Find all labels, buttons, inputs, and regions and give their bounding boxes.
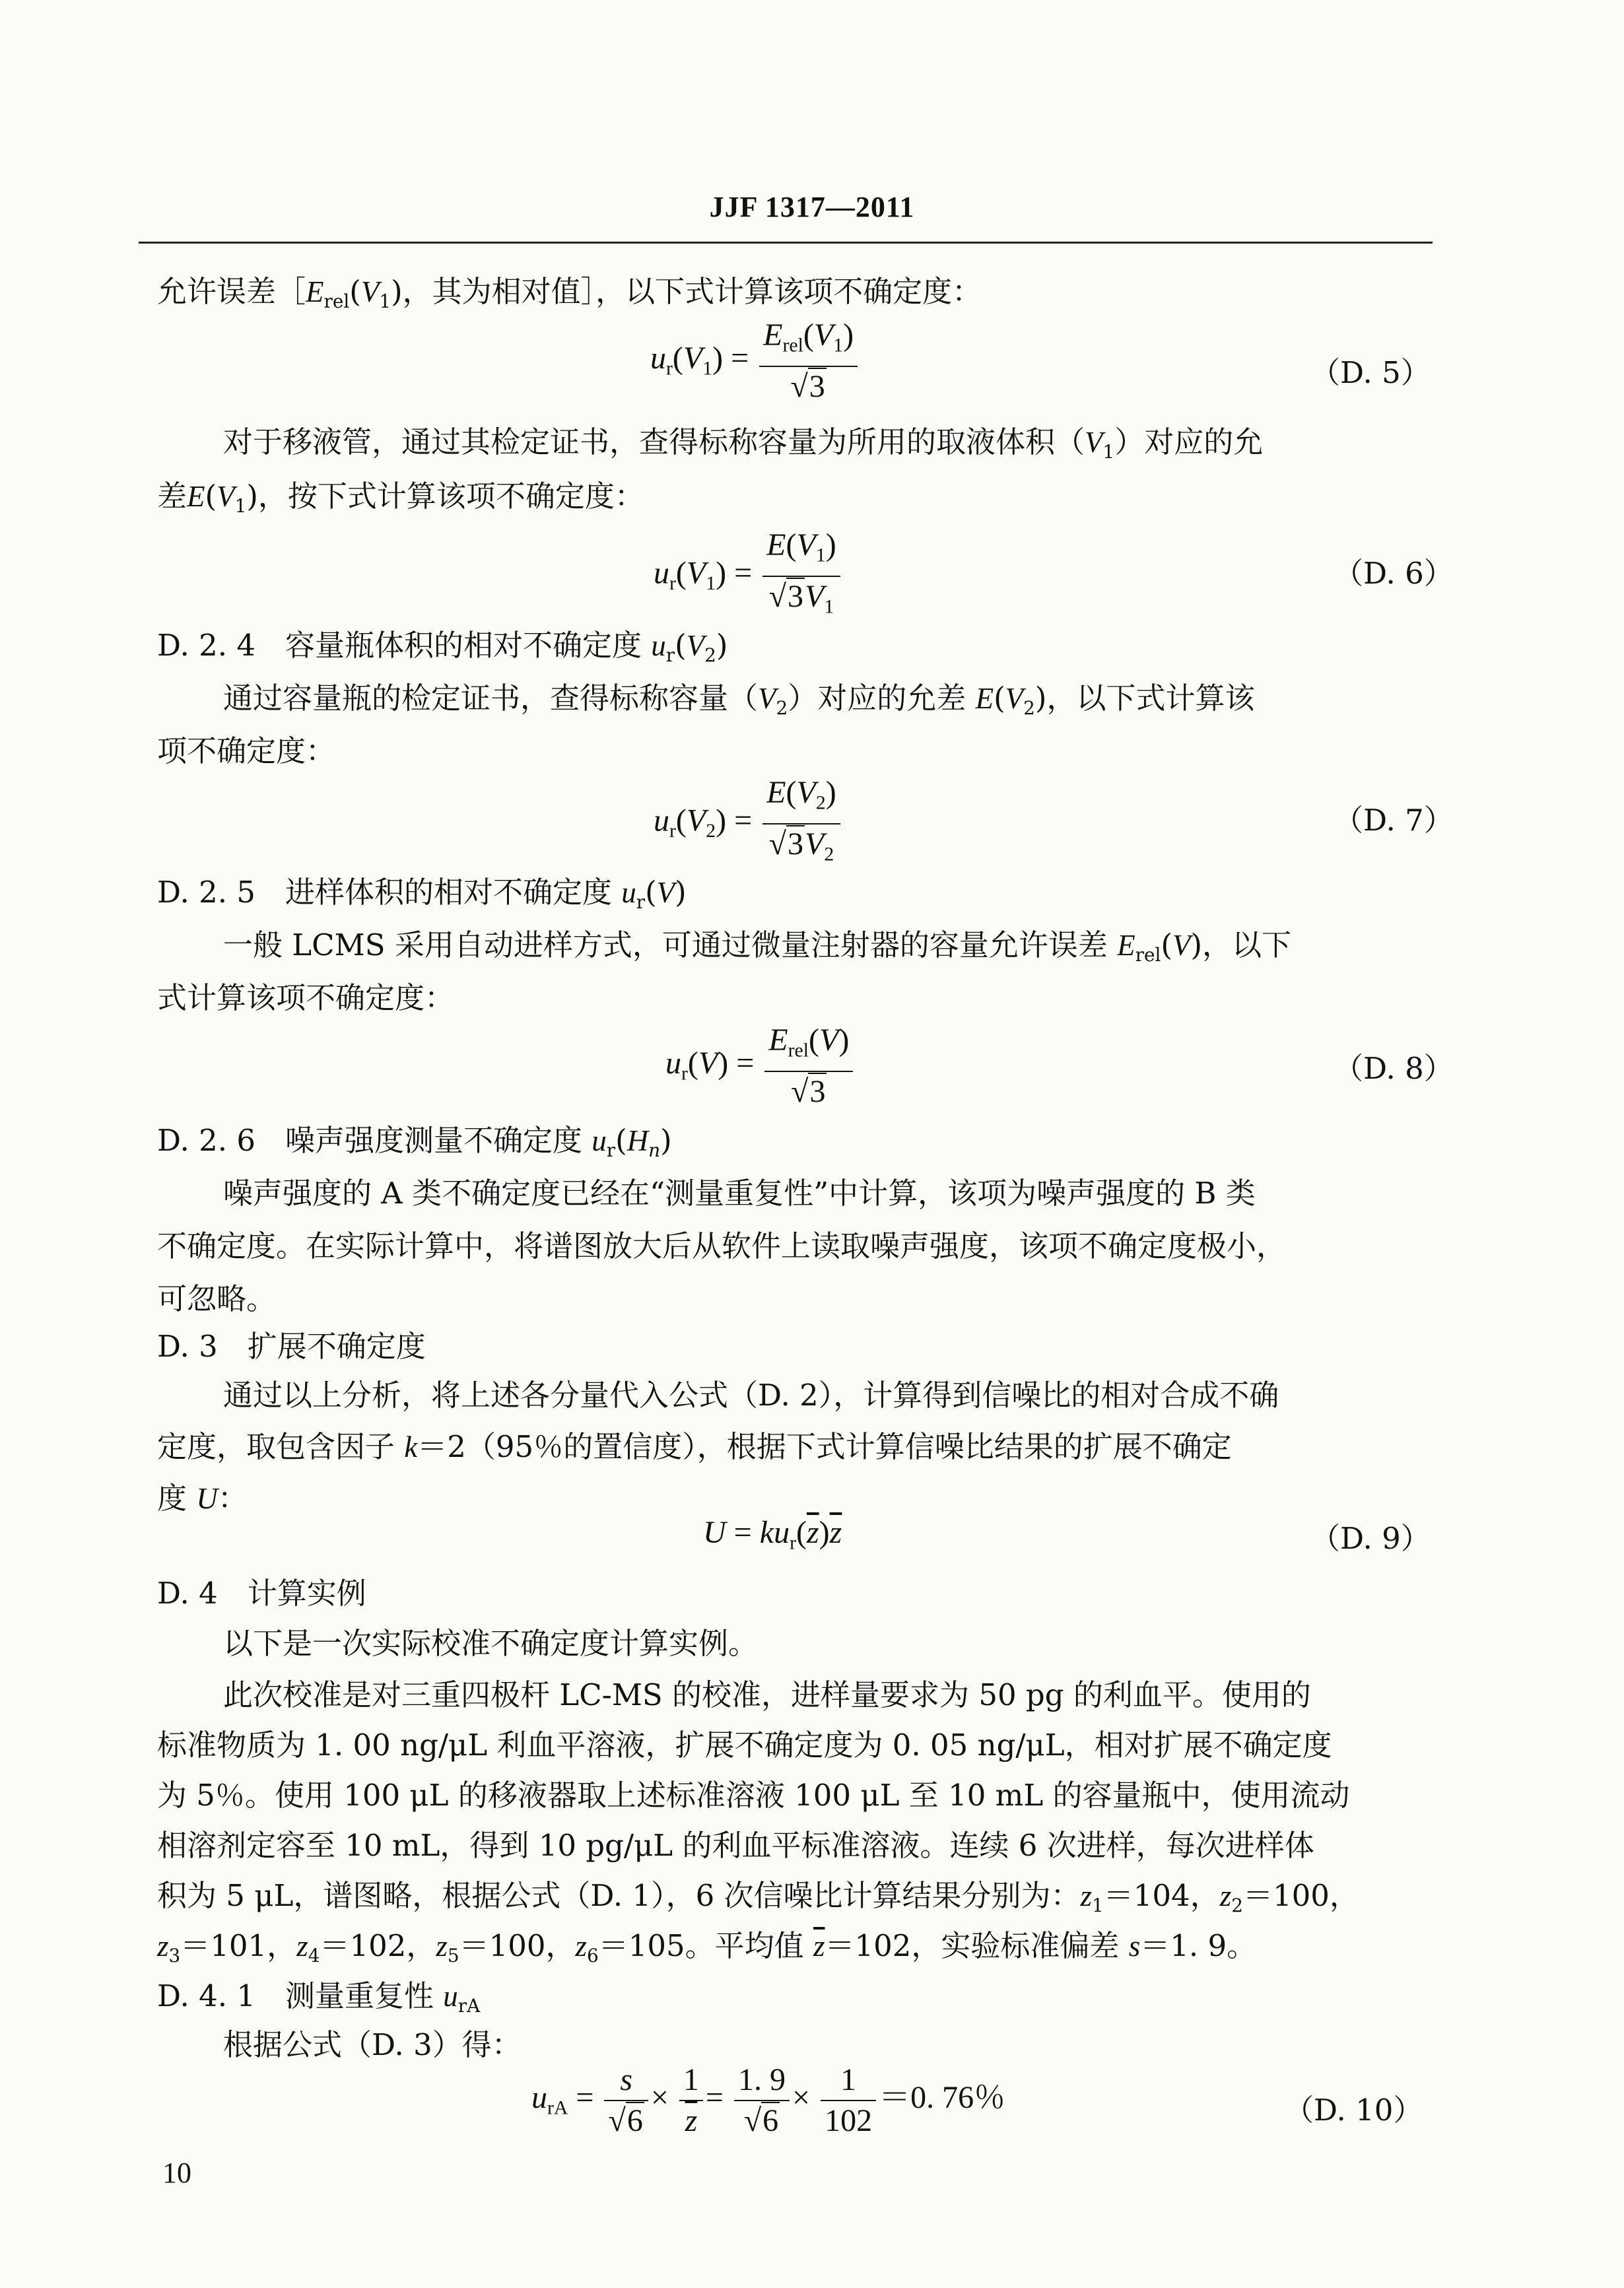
heading-d4: D. 4 计算实例 <box>157 1576 366 1611</box>
equation-number-d6: （D. 6） <box>1334 556 1454 591</box>
text-pipette-1: 对于移液管，通过其检定证书，查得标称容量为所用的取液体积（V1）对应的允 <box>223 424 1264 463</box>
text-exp-1: 通过以上分析，将上述各分量代入公式（D. 2），计算得到信噪比的相对合成不确 <box>223 1378 1279 1413</box>
page-number: 10 <box>162 2157 191 2189</box>
text-exp-2: 定度，取包含因子 k＝2（95％的置信度），根据下式计算信噪比结果的扩展不确定 <box>157 1429 1232 1464</box>
text-noise-2: 不确定度。在实际计算中，将谱图放大后从软件上读取噪声强度，该项不确定度极小， <box>157 1228 1287 1263</box>
equation-number-d10: （D. 10） <box>1284 2093 1423 2128</box>
text-ex-4: 为 5％。使用 100 μL 的移液器取上述标准溶液 100 μL 至 10 mL 的容量瓶中，使用流动 <box>157 1778 1350 1813</box>
text-noise-3: 可忽略。 <box>157 1281 277 1316</box>
equation-number-d7: （D. 7） <box>1334 803 1454 838</box>
text-inj-1: 一般 LCMS 采用自动进样方式，可通过微量注射器的容量允许误差 Erel(V)，以下 <box>223 927 1292 966</box>
text-noise-1: 噪声强度的 A 类不确定度已经在“测量重复性”中计算，该项为噪声强度的 B 类 <box>223 1176 1256 1211</box>
heading-d24: D. 2. 4 容量瓶体积的相对不确定度 ur(V2) <box>157 628 728 666</box>
text-flask-1: 通过容量瓶的检定证书，查得标称容量（V2）对应的允差 E(V2)，以下式计算该 <box>223 681 1255 719</box>
running-header: JJF 1317—2011 <box>709 191 915 223</box>
equation-number-d5: （D. 5） <box>1310 355 1431 390</box>
text-inj-2: 式计算该项不确定度： <box>157 980 455 1015</box>
heading-d25: D. 2. 5 进样体积的相对不确定度 ur(V) <box>157 875 687 913</box>
text-ex-6: 积为 5 μL，谱图略，根据公式（D. 1），6 次信噪比计算结果分别为：z1＝104，z2＝100， <box>157 1878 1359 1916</box>
equation-d10: urA = $\frac{s}{√6}$ × $\frac{1}{z}$ = $\frac{1. 9}{√6}$ × $\frac{1}{102}$ ＝0. 76％ <box>531 2062 1006 2138</box>
header-rule <box>139 242 1433 244</box>
heading-d26: D. 2. 6 噪声强度测量不确定度 ur(Hn) <box>157 1123 672 1161</box>
equation-number-d9: （D. 9） <box>1310 1521 1431 1556</box>
text-ex-1: 以下是一次实际校准不确定度计算实例。 <box>223 1626 759 1661</box>
equation-number-d8: （D. 8） <box>1334 1051 1454 1086</box>
heading-d3: D. 3 扩展不确定度 <box>157 1329 426 1364</box>
text-ex-5: 相溶剂定容至 10 mL，得到 10 pg/μL 的利血平标准溶液。连续 6 次进样，每次进样体 <box>157 1828 1314 1863</box>
text-exp-3: 度 U： <box>157 1481 248 1516</box>
text-line-1: 允许误差［Erel(V1)，其为相对值］，以下式计算该项不确定度： <box>157 274 982 312</box>
text-flask-2: 项不确定度： <box>157 733 336 768</box>
equation-d9: $U = kur(\overline{z})\overline{z}$ <box>703 1515 842 1554</box>
text-pipette-2: 差E(V1)，按下式计算该项不确定度： <box>157 479 644 517</box>
text-ex-3: 标准物质为 1. 00 ng/μL 利血平溶液，扩展不确定度为 0. 05 ng/μL，相对扩展不确定度 <box>157 1728 1332 1763</box>
equation-d6: ur(V1) = $\frac{E(V1)}{√3V1}$ <box>654 528 843 624</box>
text-rep-1: 根据公式（D. 3）得： <box>223 2027 522 2062</box>
equation-d8: ur(V) = $\frac{\text{Erel(V)}}{√3}$ <box>665 1023 856 1109</box>
text-ex-2: 此次校准是对三重四极杆 LC-MS 的校准，进样量要求为 50 pg 的利血平。使用的 <box>223 1677 1311 1712</box>
equation-d7: ur(V2) = $\frac{E(V2)}{√3V2}$ <box>654 776 843 871</box>
heading-d41: D. 4. 1 测量重复性 urA <box>157 1978 481 2017</box>
text-ex-7: z3＝101，z4＝102，z5＝100，z6＝105。平均值 $\overline{z}=102$，实验标准偏差 s＝1. 9。 <box>157 1928 1257 1967</box>
equation-d5: ur(V1) = $\frac{\text{Erel(V1)}}{√3}$ <box>650 318 860 404</box>
